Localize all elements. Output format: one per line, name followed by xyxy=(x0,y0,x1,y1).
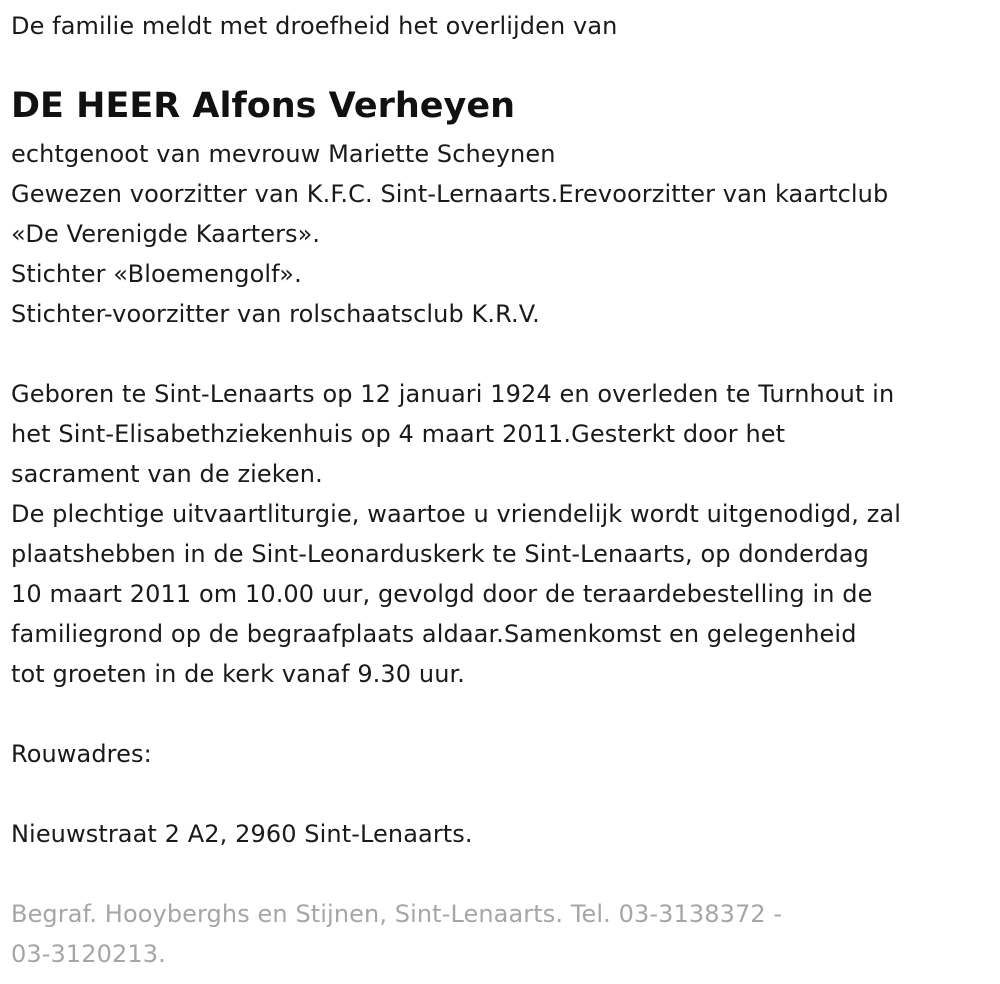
bio-line: «De Verenigde Kaarters». xyxy=(11,220,321,248)
details-line: sacrament van de zieken. xyxy=(11,460,323,488)
details-line: tot groeten in de kerk vanaf 9.30 uur. xyxy=(11,660,465,688)
bio-line: Gewezen voorzitter van K.F.C. Sint-Lernaarts.Erevoorzitter van kaartclub xyxy=(11,180,889,208)
address-label-text: Rouwadres: xyxy=(11,740,152,768)
mourning-address-label xyxy=(11,734,152,774)
details-line: familiegrond op de begraafplaats aldaar.Samenkomst en gelegenheid xyxy=(11,620,857,648)
mourning-address xyxy=(11,814,473,854)
funeral-home-line: 03-3120213. xyxy=(11,940,166,968)
funeral-details xyxy=(11,374,901,694)
funeral-home-info xyxy=(11,894,782,974)
address-text: Nieuwstraat 2 A2, 2960 Sint-Lenaarts. xyxy=(11,820,473,848)
details-line: De plechtige uitvaartliturgie, waartoe u vriendelijk wordt uitgenodigd, zal xyxy=(11,500,901,528)
details-line: plaatshebben in de Sint-Leonarduskerk te Sint-Lenaarts, op donderdag xyxy=(11,540,869,568)
bio-line: Stichter «Bloemengolf». xyxy=(11,260,302,288)
bio-line: Stichter-voorzitter van rolschaatsclub K.R.V. xyxy=(11,300,540,328)
details-line: het Sint-Elisabethziekenhuis op 4 maart 2011.Gesterkt door het xyxy=(11,420,786,448)
biography xyxy=(11,134,888,334)
deceased-name: DE HEER Alfons Verheyen xyxy=(11,86,515,126)
details-line: 10 maart 2011 om 10.00 uur, gevolgd door de teraardebestelling in de xyxy=(11,580,873,608)
intro-line: De familie meldt met droefheid het overlijden van xyxy=(11,12,618,40)
bio-line: echtgenoot van mevrouw Mariette Scheynen xyxy=(11,140,556,168)
intro-text xyxy=(11,6,617,46)
details-line: Geboren te Sint-Lenaarts op 12 januari 1924 en overleden te Turnhout in xyxy=(11,380,895,408)
funeral-home-line: Begraf. Hooyberghs en Stijnen, Sint-Lenaarts. Tel. 03-3138372 - xyxy=(11,900,783,928)
